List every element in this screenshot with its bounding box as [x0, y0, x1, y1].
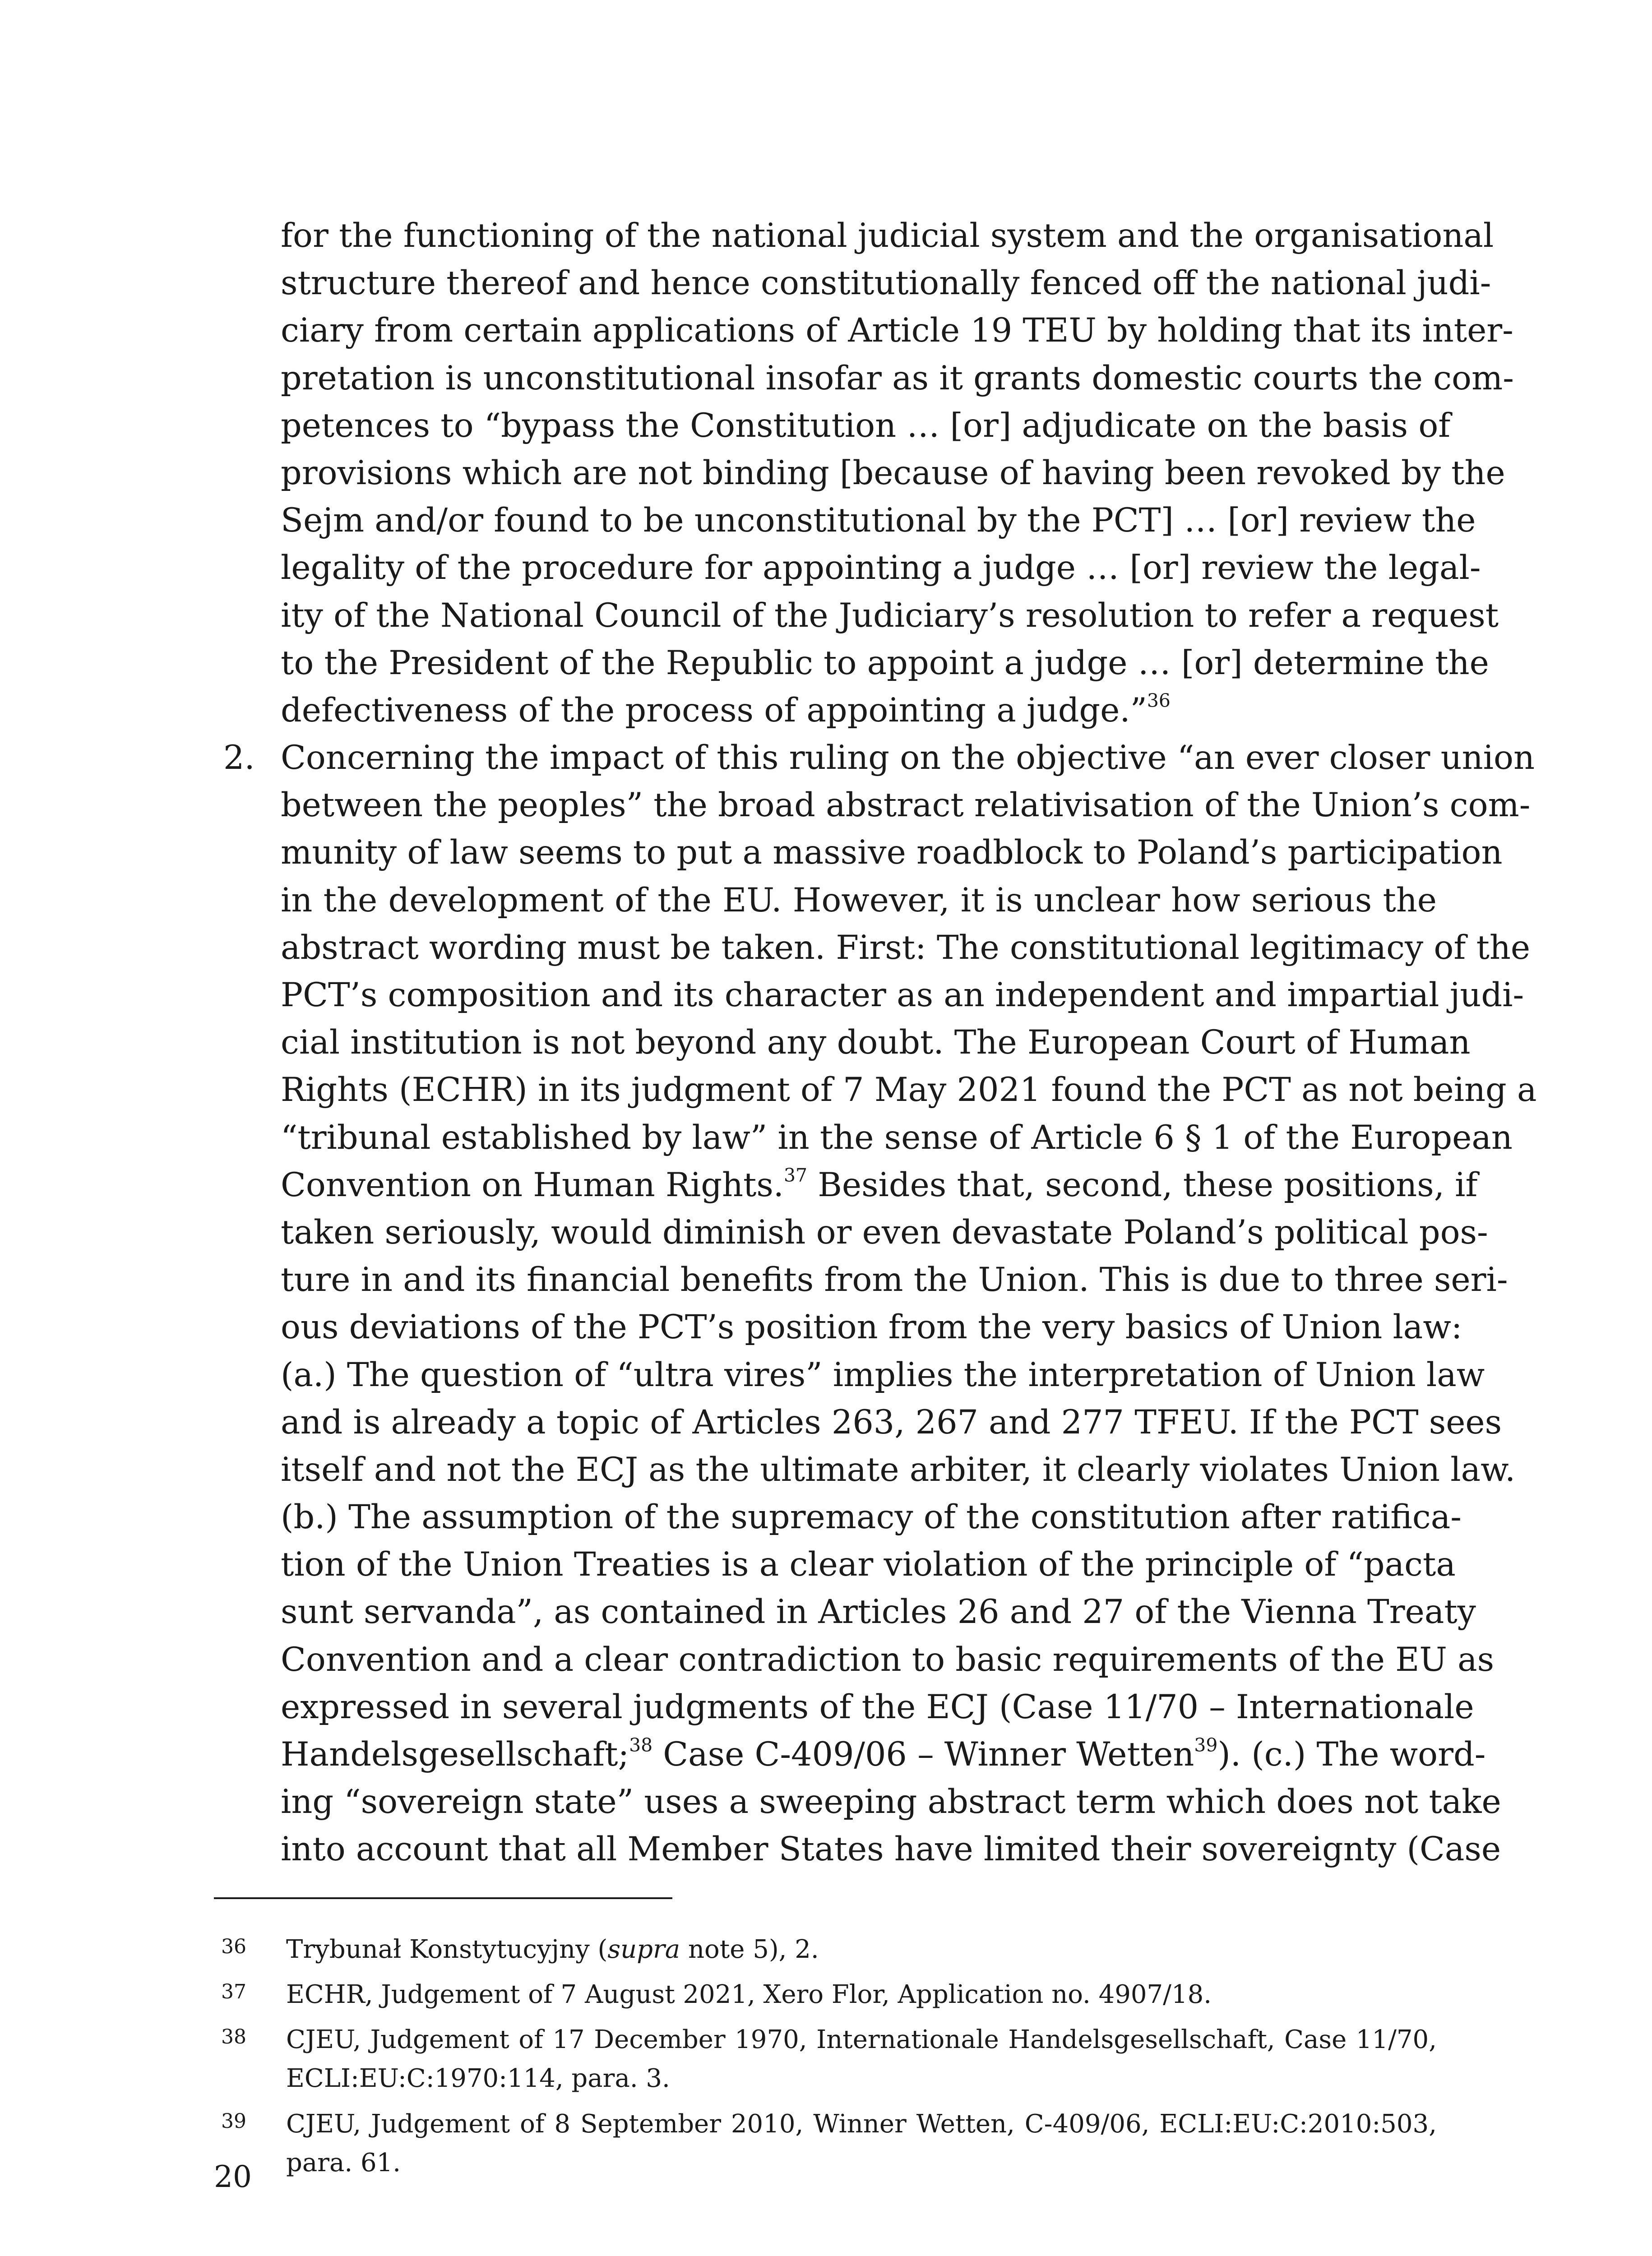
page-number: 20 — [214, 2159, 252, 2194]
line-text: munity of law seems to put a massive roadblock to Poland’s participation — [281, 833, 1503, 872]
line-text: tion of the Union Treaties is a clear violation of the principle of “pacta — [281, 1545, 1456, 1584]
body-line — [281, 971, 1524, 1019]
body-line — [281, 1399, 1502, 1446]
footnote-line — [286, 2144, 1437, 2182]
line-text: Convention and a clear contradiction to basic requirements of the EU as — [281, 1640, 1495, 1679]
line-text: Besides that, second, these positions, if — [807, 1165, 1478, 1204]
line-text: Rights (ECHR) in its judgment of 7 May 2021 found the PCT as not being a — [281, 1071, 1537, 1110]
line-text: between the peoples” the broad abstract relativisation of the Union’s com- — [281, 786, 1531, 825]
footnote-text — [286, 1975, 1437, 2014]
line-text: provisions which are not binding [because of having been revoked by the — [281, 453, 1505, 492]
body-line — [281, 1731, 1486, 1778]
footnote-line-text: CJEU, Judgement of 8 September 2010, Winner Wetten, C-409/06, ECLI:EU:C:2010:503, — [286, 2109, 1437, 2139]
line-text: (b.) The assumption of the supremacy of the constitution after ratifica- — [281, 1498, 1462, 1537]
body-line — [281, 1114, 1513, 1161]
footnote — [214, 2020, 1437, 2098]
footnote — [214, 2105, 1437, 2182]
line-text: PCT’s composition and its character as an independent and impartial judi- — [281, 976, 1524, 1014]
footnote-line — [286, 1975, 1437, 2014]
line-text: ciary from certain applications of Article 19 TEU by holding that its inter- — [281, 311, 1513, 350]
body-line — [281, 544, 1481, 592]
footnote-line — [286, 2020, 1437, 2059]
line-text: “tribunal established by law” in the sense of Article 6 § 1 of the European — [281, 1118, 1513, 1157]
footnote-line — [286, 2105, 1437, 2144]
line-text: defectiveness of the process of appointing a judge.” — [281, 691, 1147, 730]
line-text: ous deviations of the PCT’s position from the very basics of Union law: — [281, 1308, 1462, 1347]
footnote-line — [286, 2059, 1437, 2098]
footnote-reference[interactable]: 38 — [629, 1734, 653, 1756]
footnote-separator — [214, 1897, 672, 1899]
line-text: pretation is unconstitutional insofar as it grants domestic courts the com- — [281, 359, 1514, 398]
footnote-line-text: Trybunał Konstytucyjny ( — [286, 1935, 608, 1964]
footnote-reference[interactable]: 39 — [1194, 1734, 1218, 1756]
line-text: expressed in several judgments of the ECJ (Case 11/70 – Internationale — [281, 1687, 1474, 1726]
body-line — [281, 1066, 1537, 1114]
body-line — [281, 497, 1476, 544]
footnote-line-text: note 5), 2. — [680, 1935, 819, 1964]
line-text: itself and not the ECJ as the ultimate arbiter, it clearly violates Union law. — [281, 1450, 1516, 1489]
footnote-line-text: ECHR, Judgement of 7 August 2021, Xero Flor, Application no. 4907/18. — [286, 1980, 1212, 2009]
line-text: Convention on Human Rights. — [281, 1165, 784, 1204]
line-text: into account that all Member States have limited their sovereignty (Case — [281, 1830, 1501, 1869]
body-line — [281, 1588, 1476, 1636]
footnote-reference[interactable]: 37 — [784, 1165, 808, 1187]
body-line — [281, 639, 1489, 687]
footnote-number: 38 — [221, 2025, 246, 2048]
line-text: petences to “bypass the Constitution … [or] adjudicate on the basis of — [281, 406, 1451, 445]
footnote-number: 39 — [221, 2110, 246, 2133]
body-line — [281, 877, 1437, 924]
line-text: to the President of the Republic to appoint a judge … [or] determine the — [281, 643, 1489, 682]
line-text: for the functioning of the national judicial system and the organisational — [281, 217, 1494, 255]
footnote-text — [286, 2020, 1437, 2098]
footnote-text — [286, 2105, 1437, 2182]
footnote-emphasis: supra — [607, 1935, 680, 1964]
line-text: taken seriously, would diminish or even devastate Poland’s political pos- — [281, 1213, 1488, 1252]
line-text: in the development of the EU. However, it is unclear how serious the — [281, 881, 1437, 920]
body-line — [281, 1778, 1501, 1826]
line-text: cial institution is not beyond any doubt. The European Court of Human — [281, 1023, 1471, 1062]
body-line — [281, 592, 1499, 639]
line-text: ing “sovereign state” uses a sweeping abstract term which does not take — [281, 1783, 1501, 1821]
body-line — [281, 212, 1494, 259]
body-line — [281, 259, 1491, 307]
body-line — [281, 1019, 1471, 1066]
body-line — [281, 829, 1503, 876]
body-line — [281, 355, 1514, 402]
line-text: abstract wording must be taken. First: The constitutional legitimacy of the — [281, 928, 1531, 967]
body-line — [281, 1161, 1478, 1209]
body-line — [223, 734, 1535, 781]
line-text: (a.) The question of “ultra vires” implies the interpretation of Union law — [281, 1355, 1485, 1394]
line-text: ity of the National Council of the Judiciary’s resolution to refer a request — [281, 596, 1499, 635]
body-line — [281, 1683, 1474, 1731]
line-text: Case C-409/06 – Winner Wetten — [652, 1735, 1194, 1774]
line-text: Handelsgesellschaft; — [281, 1735, 629, 1774]
footnote — [214, 1975, 1437, 2014]
body-line — [281, 1304, 1462, 1351]
body-line — [281, 1826, 1501, 1873]
footnote-line-text: ECLI:EU:C:1970:114, para. 3. — [286, 2064, 670, 2093]
body-line — [281, 402, 1451, 449]
footnote-reference[interactable]: 36 — [1147, 690, 1171, 712]
body-line — [281, 781, 1531, 829]
line-text: ture in and its financial benefits from the Union. This is due to three seri- — [281, 1261, 1508, 1299]
line-text: sunt servanda”, as contained in Articles 26 and 27 of the Vienna Treaty — [281, 1593, 1476, 1632]
body-line — [281, 687, 1437, 734]
body-line — [281, 307, 1513, 354]
footnote-line-text: CJEU, Judgement of 17 December 1970, Internationale Handelsgesellschaft, Case 11/70, — [286, 2025, 1437, 2054]
body-line — [281, 1209, 1488, 1256]
body-line — [281, 449, 1505, 497]
body-line — [281, 924, 1531, 971]
line-text: structure thereof and hence constitutionally fenced off the national judi- — [281, 264, 1491, 303]
footnote-text — [286, 1930, 1437, 1969]
body-line — [281, 1256, 1508, 1304]
footnote-line — [286, 1930, 1437, 1969]
footnote-number: 36 — [221, 1935, 246, 1958]
body-line — [281, 1493, 1462, 1541]
body-line — [281, 1446, 1516, 1493]
list-item-number: 2. — [223, 739, 255, 777]
line-text: Sejm and/or found to be unconstitutional by the PCT] … [or] review the — [281, 501, 1476, 540]
footnote-number: 37 — [221, 1980, 246, 2003]
body-line — [281, 1636, 1495, 1683]
line-text: ). (c.) The word- — [1217, 1735, 1486, 1774]
body-text — [223, 212, 1537, 1873]
footnote-line-text: para. 61. — [286, 2148, 401, 2177]
footnote — [214, 1930, 1437, 1969]
line-text: Concerning the impact of this ruling on the objective “an ever closer union — [281, 739, 1535, 777]
line-text: and is already a topic of Articles 263, 267 and 277 TFEU. If the PCT sees — [281, 1403, 1502, 1442]
body-line — [281, 1541, 1456, 1588]
body-line — [281, 1351, 1485, 1399]
line-text: legality of the procedure for appointing a judge … [or] review the legal- — [281, 549, 1481, 587]
